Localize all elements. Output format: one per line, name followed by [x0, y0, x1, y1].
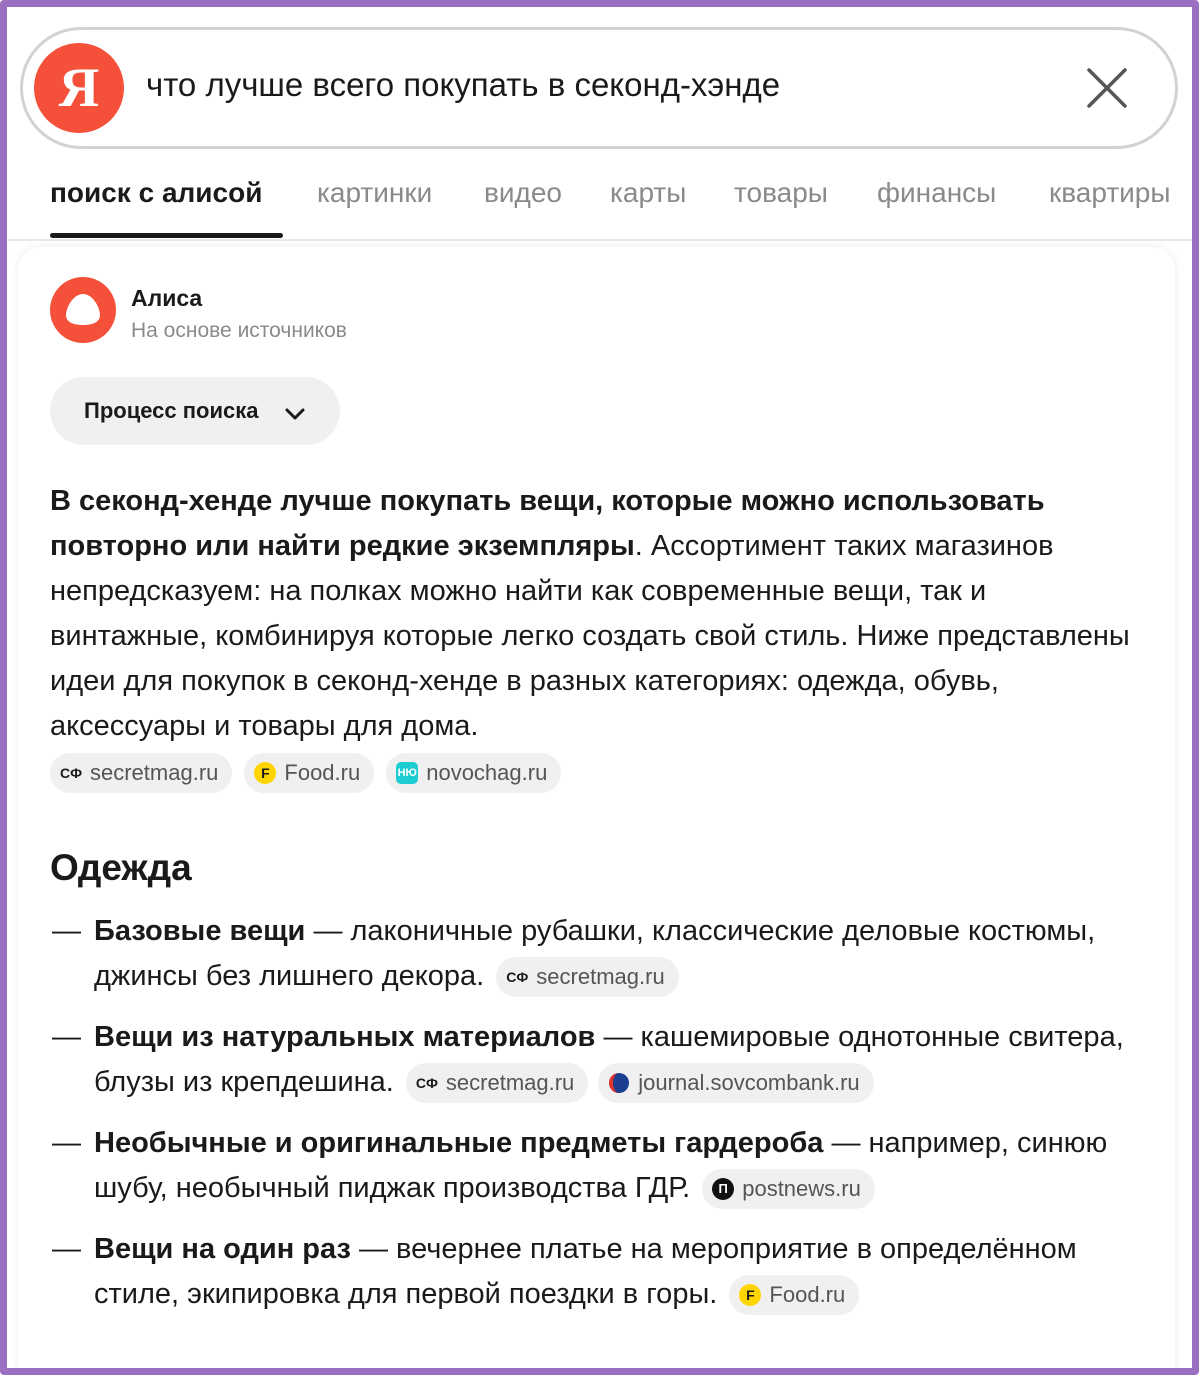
source-chip-novochag[interactable]	[386, 753, 561, 793]
item-text: — например, синюю шубу, необычный пиджак производства ГДР.	[94, 1127, 1108, 1204]
item-title: Необычные и оригинальные предметы гардероба	[94, 1127, 824, 1159]
secretmag-icon: СФ	[506, 969, 529, 986]
active-tab-indicator	[50, 233, 283, 238]
intro-bold: В секонд-хенде лучше покупать вещи, которые можно использовать повторно или найти редкие экземпляры	[50, 485, 1045, 562]
tab-products[interactable]: товары	[734, 177, 828, 208]
yandex-logo-icon[interactable]: Я	[34, 43, 124, 133]
tab-apartments[interactable]: квартиры	[1049, 177, 1171, 208]
tab-alice-search[interactable]: поиск с алисой	[50, 177, 263, 208]
tab-video[interactable]: видео	[484, 177, 562, 208]
tab-finance[interactable]: финансы	[877, 177, 997, 208]
list-dash: —	[52, 1233, 81, 1265]
answer-intro	[50, 479, 1140, 749]
source-chip-food[interactable]	[729, 1275, 859, 1315]
chevron-down-icon	[284, 403, 306, 429]
source-domain: Food.ru	[284, 760, 361, 785]
secretmag-icon: СФ	[415, 1075, 438, 1092]
search-process-label: Процесс поиска	[84, 398, 259, 423]
list-item	[50, 909, 1140, 999]
search-input[interactable]: что лучше всего покупать в секонд-хэнде	[146, 66, 781, 103]
item-title: Базовые вещи	[94, 915, 306, 947]
source-domain: secretmag.ru	[536, 964, 665, 990]
source-chip-postnews[interactable]	[702, 1169, 875, 1209]
alice-answer-card	[18, 247, 1175, 1375]
source-domain: secretmag.ru	[90, 760, 219, 785]
answer-subtitle: На основе источников	[131, 319, 347, 342]
item-text: — кашемировые однотонные свитера, блузы из крепдешина.	[94, 1021, 1124, 1098]
source-domain: Food.ru	[769, 1282, 846, 1308]
clothing-list	[50, 909, 1140, 1333]
secretmag-icon: СФ	[60, 765, 83, 781]
source-chip-secretmag[interactable]	[406, 1063, 588, 1103]
search-bar[interactable]	[20, 27, 1178, 149]
list-item	[50, 1227, 1140, 1317]
tab-maps[interactable]: карты	[610, 177, 687, 208]
item-text: — лаконичные рубашки, классические деловые костюмы, джинсы без лишнего декора.	[94, 915, 1096, 992]
list-item	[50, 1015, 1140, 1105]
food-icon: F	[254, 762, 276, 784]
novochag-icon: НЮ	[396, 762, 418, 784]
item-text: — вечернее платье на мероприятие в определённом стиле, экипировка для первой поездки в горы.	[94, 1233, 1077, 1310]
intro-sources	[50, 753, 573, 793]
answer-author: Алиса	[131, 285, 203, 311]
source-chip-secretmag[interactable]	[496, 957, 678, 997]
source-chip-food[interactable]	[244, 753, 374, 793]
source-chip-secretmag[interactable]	[50, 753, 232, 793]
tab-images[interactable]: картинки	[317, 177, 433, 208]
source-domain: secretmag.ru	[445, 1070, 575, 1096]
food-icon: F	[739, 1284, 761, 1306]
source-chip-sovcombank[interactable]	[598, 1063, 873, 1103]
list-dash: —	[52, 1021, 81, 1053]
postnews-icon: П	[712, 1178, 734, 1200]
sovcombank-icon	[608, 1072, 630, 1094]
search-tabs	[7, 149, 1192, 241]
list-dash: —	[52, 1127, 81, 1159]
source-domain: journal.sovcombank.ru	[638, 1070, 860, 1096]
alice-logo-icon	[50, 277, 116, 348]
list-item	[50, 1121, 1140, 1211]
item-title: Вещи из натуральных материалов	[94, 1021, 596, 1053]
close-icon[interactable]	[1081, 62, 1133, 114]
source-domain: novochag.ru	[426, 760, 548, 785]
intro-text: . Ассортимент таких магазинов непредсказуем: на полках можно найти как современные вещи, так и винтажные, комбинируя которые легко создать свой стиль. Ниже представлены идеи для покупок в секонд-хенде в разных категориях: одежда, обувь, аксессуары и товары для дома.	[50, 530, 1130, 742]
search-process-button[interactable]	[50, 377, 340, 445]
list-dash: —	[52, 915, 81, 947]
section-heading: Одежда	[50, 847, 192, 888]
source-domain: postnews.ru	[742, 1176, 861, 1202]
item-title: Вещи на один раз	[94, 1233, 351, 1265]
